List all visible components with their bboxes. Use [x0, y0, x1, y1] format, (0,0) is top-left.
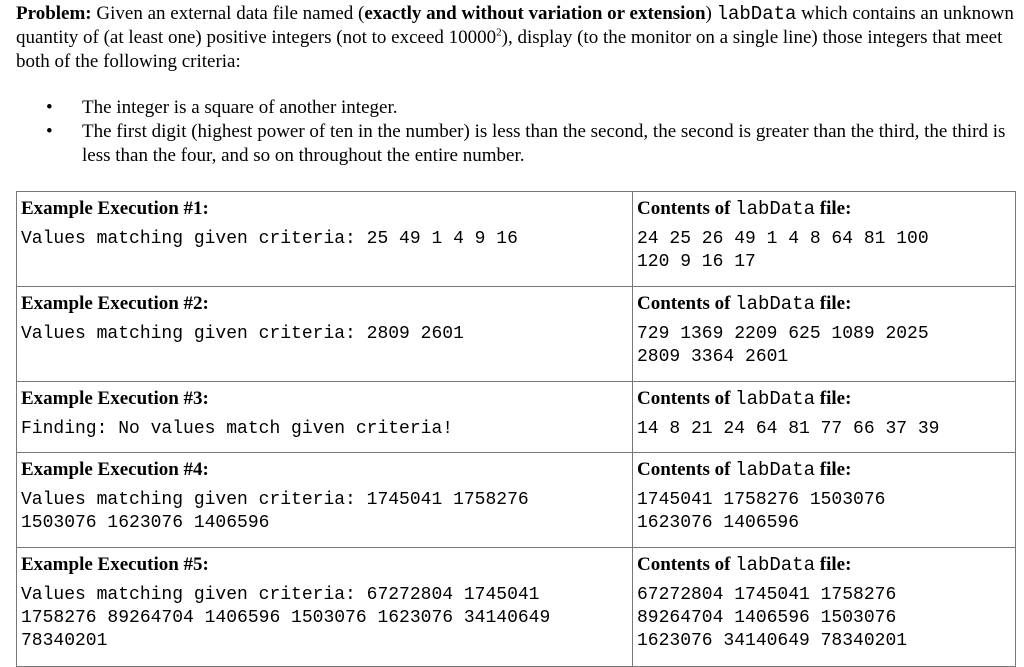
problem-superscript: 2 [496, 26, 502, 39]
example-title: Example Execution #1: [21, 198, 209, 219]
example-title: Example Execution #4: [21, 459, 209, 480]
output-line: Values matching given criteria: 1745041 1758276 [21, 490, 529, 510]
problem-statement [16, 2, 1016, 74]
bullet-icon: • [46, 97, 53, 118]
example-output [21, 228, 628, 251]
file-header [637, 198, 1011, 222]
file-line: 120 9 16 17 [637, 252, 756, 272]
file-contents [637, 584, 1011, 653]
output-line: 1758276 89264704 1406596 1503076 1623076 34140649 [21, 608, 551, 628]
file-line: 2809 3364 2601 [637, 347, 789, 367]
problem-text-3: which contains an unknown quantity of (at least one) positive integers (not to exceed 10000 [16, 3, 1014, 48]
file-header-filename: labData [735, 293, 815, 315]
file-contents [637, 323, 1011, 369]
example-execution-cell [17, 453, 633, 548]
file-header-filename: labData [735, 459, 815, 481]
file-contents [637, 418, 1011, 441]
file-contents-cell [633, 382, 1016, 453]
output-line: Values matching given criteria: 67272804 1745041 [21, 585, 540, 605]
output-line: Finding: No values match given criteria! [21, 419, 454, 439]
criteria-text: The integer is a square of another integer. [82, 97, 398, 118]
table-row [17, 453, 1016, 548]
example-output [21, 323, 628, 346]
problem-filename: labData [716, 3, 797, 25]
file-header-suffix: file: [815, 293, 852, 314]
file-contents-cell [633, 192, 1016, 287]
criteria-item [0, 96, 1012, 120]
output-line: 1503076 1623076 1406596 [21, 513, 270, 533]
table-row [17, 548, 1016, 667]
file-header [637, 388, 1011, 412]
file-contents-cell [633, 548, 1016, 667]
file-header-prefix: Contents of [637, 293, 736, 314]
file-header-filename: labData [735, 554, 815, 576]
file-line: 14 8 21 24 64 81 77 66 37 39 [637, 419, 940, 439]
file-line: 24 25 26 49 1 4 8 64 81 100 [637, 229, 929, 249]
table-row [17, 192, 1016, 287]
example-output [21, 489, 628, 535]
file-header [637, 554, 1011, 578]
file-contents-cell [633, 287, 1016, 382]
file-header-suffix: file: [815, 459, 852, 480]
table-row [17, 287, 1016, 382]
file-line: 1623076 34140649 78340201 [637, 631, 908, 651]
file-line: 729 1369 2209 625 1089 2025 [637, 324, 929, 344]
file-header-suffix: file: [815, 388, 852, 409]
output-line: Values matching given criteria: 2809 2601 [21, 324, 464, 344]
file-contents [637, 489, 1011, 535]
example-output [21, 418, 628, 441]
example-title: Example Execution #3: [21, 388, 209, 409]
example-title: Example Execution #2: [21, 293, 209, 314]
problem-text-1: Given an external data file named ( [91, 3, 365, 24]
table-row [17, 382, 1016, 453]
file-header-filename: labData [735, 198, 815, 220]
file-contents-cell [633, 453, 1016, 548]
file-header-prefix: Contents of [637, 554, 736, 575]
output-line: 78340201 [21, 631, 108, 651]
criteria-text: The first digit (highest power of ten in the number) is less than the second, the second is greater than the third, the third is less than the four, and so on throughout the entire number. [82, 121, 1006, 166]
example-execution-cell [17, 548, 633, 667]
file-header-filename: labData [735, 388, 815, 410]
problem-text-2: ) [705, 3, 717, 24]
output-line: Values matching given criteria: 25 49 1 4 9 16 [21, 229, 518, 249]
problem-emphasis: exactly and without variation or extension [364, 3, 706, 24]
file-header-prefix: Contents of [637, 459, 736, 480]
file-line: 89264704 1406596 1503076 [637, 608, 897, 628]
file-header-suffix: file: [815, 198, 852, 219]
file-header-prefix: Contents of [637, 388, 736, 409]
criteria-item [0, 120, 1012, 168]
file-header-suffix: file: [815, 554, 852, 575]
problem-text-4: ), display (to the monitor on a single line) those integers that meet both of the following criteria: [16, 27, 1003, 72]
example-execution-cell [17, 287, 633, 382]
file-line: 1745041 1758276 1503076 [637, 490, 886, 510]
file-line: 67272804 1745041 1758276 [637, 585, 897, 605]
file-header [637, 293, 1011, 317]
file-line: 1623076 1406596 [637, 513, 800, 533]
problem-label: Problem: [16, 3, 92, 24]
criteria-list [0, 96, 1012, 168]
file-header-prefix: Contents of [637, 198, 736, 219]
example-execution-cell [17, 192, 633, 287]
example-execution-cell [17, 382, 633, 453]
file-header [637, 459, 1011, 483]
example-output [21, 584, 628, 653]
examples-table [16, 191, 1016, 667]
example-title: Example Execution #5: [21, 554, 209, 575]
file-contents [637, 228, 1011, 274]
bullet-icon: • [46, 121, 53, 142]
